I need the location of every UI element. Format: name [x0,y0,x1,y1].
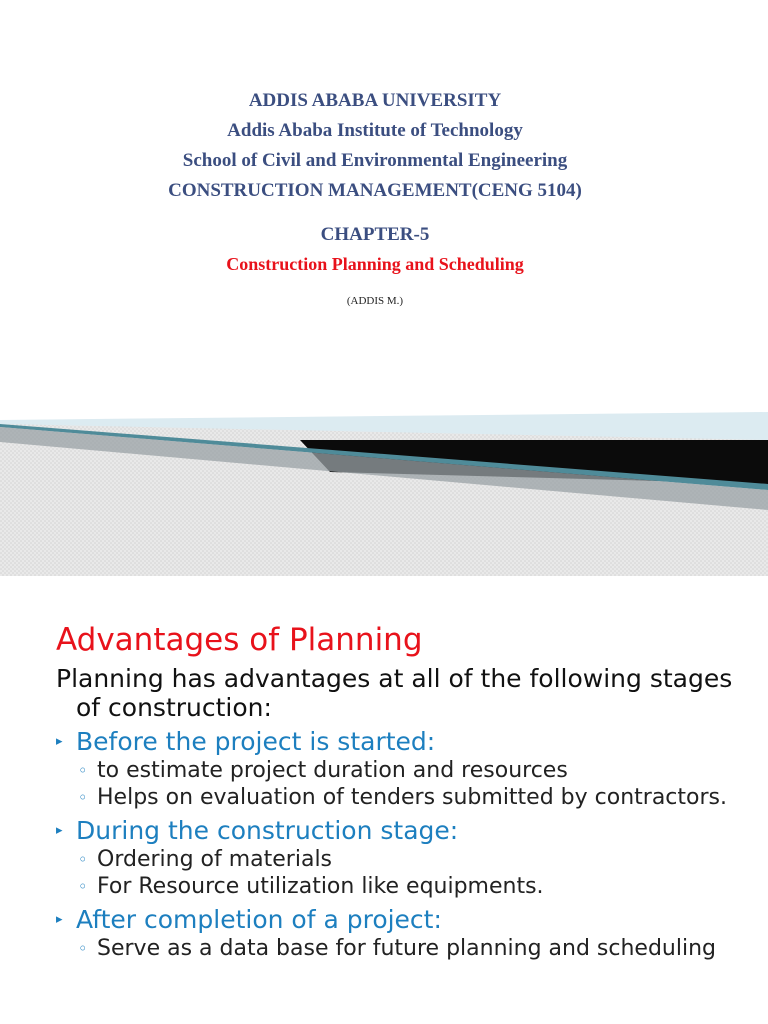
slide-title: Advantages of Planning [56,622,423,658]
bullet-heading [56,815,746,846]
sub-bullet-text: Ordering of materials [97,847,333,872]
intro-text: Planning has advantages at all of the following stages of construction: [56,664,733,722]
circle-bullet-icon: ◦ [78,939,88,958]
decorative-banner [0,400,768,576]
sub-bullet-text: Serve as a data base for future planning and scheduling [97,936,716,961]
bullet-heading-text: After completion of a project: [76,905,442,934]
sub-bullet-text: to estimate project duration and resources [97,758,568,783]
circle-bullet-icon: ◦ [78,761,88,780]
bullet-heading-text: Before the project is started: [76,727,436,756]
university-name: ADDIS ABABA UNIVERSITY [248,90,502,111]
arrow-bullet-icon: ▸ [56,823,63,838]
circle-bullet-icon: ◦ [78,850,88,869]
course-name: CONSTRUCTION MANAGEMENT(CENG 5104) [168,180,582,201]
slide-body [56,664,746,962]
chapter-label: CHAPTER-5 [320,224,430,245]
circle-bullet-icon: ◦ [78,788,88,807]
sub-bullet [56,757,746,784]
sub-bullet [56,935,746,962]
bullet-heading-text: During the construction stage: [76,816,459,845]
content-slide [0,576,768,1024]
circle-bullet-icon: ◦ [78,877,88,896]
chapter-title: Construction Planning and Scheduling [226,254,524,274]
arrow-bullet-icon: ▸ [56,734,63,749]
bullet-heading [56,904,746,935]
bullet-heading [56,726,746,757]
sub-bullet-text: Helps on evaluation of tenders submitted by contractors. [97,785,727,810]
institute-name: Addis Ababa Institute of Technology [227,120,523,141]
sub-bullet [56,873,746,900]
sub-bullet [56,846,746,873]
author-name: (ADDIS M.) [346,295,404,307]
title-block [0,86,750,308]
sub-bullet [56,784,746,811]
school-name: School of Civil and Environmental Engineering [182,150,568,171]
sub-bullet-text: For Resource utilization like equipments. [97,874,544,899]
arrow-bullet-icon: ▸ [56,912,63,927]
